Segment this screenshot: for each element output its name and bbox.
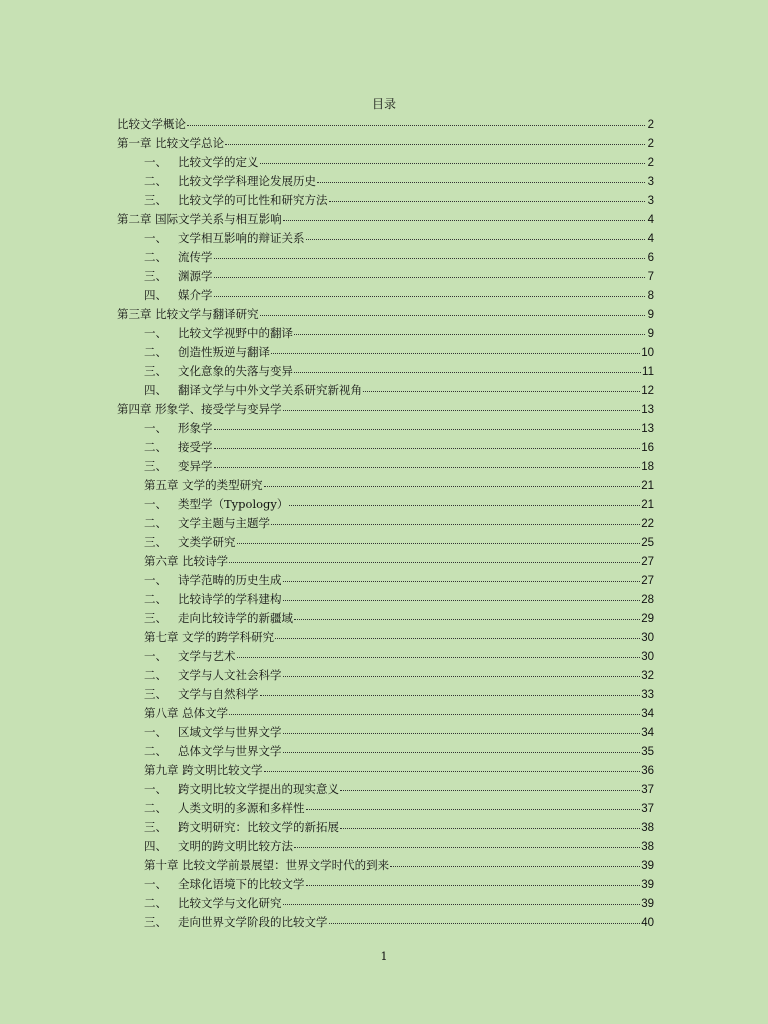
toc-entry[interactable] bbox=[117, 267, 654, 286]
dot-leader bbox=[237, 542, 641, 544]
toc-entry[interactable] bbox=[117, 286, 654, 305]
dot-leader bbox=[340, 827, 640, 829]
toc-entry[interactable] bbox=[117, 571, 654, 590]
toc-entry-title: 第三章 比较文学与翻译研究 bbox=[117, 306, 259, 321]
toc-entry-number: 二、 bbox=[144, 249, 167, 264]
toc-entry-title: 文学相互影响的辩证关系 bbox=[178, 230, 305, 245]
toc-entry-title: 渊源学 bbox=[178, 268, 213, 283]
toc-entry[interactable] bbox=[117, 191, 654, 210]
dot-leader bbox=[264, 770, 641, 772]
toc-entry-page: 40 bbox=[641, 917, 654, 930]
toc-entry[interactable] bbox=[117, 229, 654, 248]
toc-entry-number: 一、 bbox=[144, 572, 167, 587]
toc-entry-page: 38 bbox=[641, 822, 654, 835]
toc-entry-number: 四、 bbox=[144, 287, 167, 302]
toc-entry-title: 文学与人文社会科学 bbox=[178, 667, 282, 682]
toc-entry-page: 30 bbox=[641, 650, 654, 663]
dot-leader bbox=[214, 295, 646, 297]
dot-leader bbox=[275, 637, 640, 639]
toc-entry-title: 变异学 bbox=[178, 458, 213, 473]
toc-entry[interactable] bbox=[117, 780, 654, 799]
dot-leader bbox=[329, 922, 641, 924]
toc-entry[interactable] bbox=[117, 305, 654, 324]
toc-entry-number: 一、 bbox=[144, 420, 167, 435]
toc-entry-title: 比较文学学科理论发展历史 bbox=[178, 173, 316, 188]
dot-leader bbox=[306, 884, 641, 886]
toc-entry[interactable] bbox=[117, 343, 654, 362]
toc-entry-title: 文类学研究 bbox=[178, 534, 236, 549]
toc-entry-title: 创造性叛逆与翻译 bbox=[178, 344, 270, 359]
toc-entry[interactable] bbox=[117, 134, 654, 153]
toc-entry-number: 三、 bbox=[144, 458, 167, 473]
dot-leader bbox=[340, 789, 640, 791]
toc-entry[interactable] bbox=[117, 666, 654, 685]
toc-entry-number: 三、 bbox=[144, 820, 167, 835]
dot-leader bbox=[229, 561, 640, 563]
dot-leader bbox=[260, 314, 645, 316]
toc-entry-number: 一、 bbox=[144, 877, 167, 892]
toc-entry-title: 比较文学与文化研究 bbox=[178, 896, 282, 911]
dot-leader bbox=[289, 504, 640, 506]
toc-entry[interactable] bbox=[117, 837, 654, 856]
toc-entry-number: 一、 bbox=[144, 648, 167, 663]
toc-entry-page: 21 bbox=[641, 479, 654, 492]
toc-entry-page: 30 bbox=[641, 631, 654, 644]
toc-entry[interactable] bbox=[117, 381, 654, 400]
toc-entry-number: 二、 bbox=[144, 801, 167, 816]
toc-entry[interactable] bbox=[117, 476, 654, 495]
toc-entry[interactable] bbox=[117, 799, 654, 818]
toc-entry-page: 25 bbox=[641, 536, 654, 549]
toc-entry-title: 第七章 文学的跨学科研究 bbox=[144, 629, 275, 644]
toc-entry-title: 第二章 国际文学关系与相互影响 bbox=[117, 211, 282, 226]
toc-entry-page: 28 bbox=[641, 593, 654, 606]
toc-entry-title: 第四章 形象学、接受学与变异学 bbox=[117, 401, 282, 416]
toc-entry-page: 2 bbox=[647, 156, 654, 169]
toc-entry-title: 第九章 跨文明比较文学 bbox=[144, 763, 263, 778]
toc-entry-title: 第六章 比较诗学 bbox=[144, 553, 229, 568]
toc-entry-title: 比较文学的可比性和研究方法 bbox=[178, 192, 328, 207]
toc-entry-title: 比较文学概论 bbox=[117, 116, 186, 131]
toc-entry-number: 二、 bbox=[144, 896, 167, 911]
toc-entry[interactable] bbox=[117, 495, 654, 514]
toc-entry-page: 6 bbox=[647, 251, 654, 264]
dot-leader bbox=[271, 523, 640, 525]
dot-leader bbox=[283, 580, 641, 582]
toc-entry[interactable] bbox=[117, 248, 654, 267]
toc-entry[interactable] bbox=[117, 400, 654, 419]
dot-leader bbox=[283, 219, 645, 221]
dot-leader bbox=[283, 599, 641, 601]
toc-entry[interactable] bbox=[117, 210, 654, 229]
toc-entry[interactable] bbox=[117, 457, 654, 476]
dot-leader bbox=[294, 846, 640, 848]
dot-leader bbox=[271, 352, 640, 354]
toc-entry-number: 三、 bbox=[144, 534, 167, 549]
toc-entry-page: 13 bbox=[641, 422, 654, 435]
toc-entry-title: 文学与艺术 bbox=[178, 648, 236, 663]
toc-entry-title: 第五章 文学的类型研究 bbox=[144, 477, 263, 492]
toc-entry-title: 比较诗学的学科建构 bbox=[178, 591, 282, 606]
toc-entry-title: 文学主题与主题学 bbox=[178, 515, 270, 530]
dot-leader bbox=[225, 143, 645, 145]
toc-entry-title: 接受学 bbox=[178, 439, 213, 454]
toc-entry-number: 四、 bbox=[144, 839, 167, 854]
toc-entry-title: 诗学范畴的历史生成 bbox=[178, 572, 282, 587]
toc-entry[interactable] bbox=[117, 894, 654, 913]
toc-entry-title: 文学与自然科学 bbox=[178, 686, 259, 701]
toc-entry[interactable] bbox=[117, 913, 654, 932]
toc-entry-number: 二、 bbox=[144, 515, 167, 530]
toc-entry-title: 形象学 bbox=[178, 420, 213, 435]
toc-entry-title: 总体文学与世界文学 bbox=[178, 744, 282, 759]
toc-entry-title: 跨文明比较文学提出的现实意义 bbox=[178, 782, 339, 797]
toc-entry-page: 13 bbox=[641, 403, 654, 416]
toc-entry-page: 37 bbox=[641, 784, 654, 797]
toc-entry-title: 走向世界文学阶段的比较文学 bbox=[178, 915, 328, 930]
dot-leader bbox=[214, 257, 646, 259]
toc-entry-page: 4 bbox=[647, 213, 654, 226]
toc-entry-page: 4 bbox=[647, 232, 654, 245]
toc-entry[interactable] bbox=[117, 647, 654, 666]
toc-entry-page: 2 bbox=[647, 118, 654, 131]
toc-entry-page: 8 bbox=[647, 289, 654, 302]
toc-entry-page: 10 bbox=[641, 346, 654, 359]
toc-entry[interactable] bbox=[117, 704, 654, 723]
toc-entry-page: 37 bbox=[641, 803, 654, 816]
toc-entry[interactable] bbox=[117, 856, 654, 875]
toc-entry-page: 29 bbox=[641, 612, 654, 625]
toc-entry-page: 11 bbox=[642, 365, 654, 378]
dot-leader bbox=[306, 238, 646, 240]
toc-entry-title: 第八章 总体文学 bbox=[144, 705, 229, 720]
toc-entry-title: 文化意象的失落与变异 bbox=[178, 363, 293, 378]
dot-leader bbox=[283, 751, 641, 753]
toc-entry-page: 35 bbox=[641, 746, 654, 759]
dot-leader bbox=[260, 162, 646, 164]
toc-title: 目录 bbox=[371, 97, 396, 111]
toc-entry-number: 二、 bbox=[144, 667, 167, 682]
toc-entry-page: 9 bbox=[647, 308, 654, 321]
toc-entry-page: 32 bbox=[641, 669, 654, 682]
toc-entry-number: 一、 bbox=[144, 725, 167, 739]
dot-leader bbox=[317, 181, 645, 183]
toc-entry-number: 一、 bbox=[144, 782, 167, 797]
toc-entry[interactable] bbox=[117, 723, 654, 742]
dot-leader bbox=[363, 390, 640, 392]
dot-leader bbox=[229, 713, 640, 715]
toc-entry-page: 27 bbox=[641, 555, 654, 568]
dot-leader bbox=[294, 333, 645, 335]
toc-entry-page: 36 bbox=[641, 765, 654, 778]
toc-entry[interactable] bbox=[117, 552, 654, 571]
dot-leader bbox=[294, 618, 640, 620]
toc-entry-page: 16 bbox=[641, 441, 654, 454]
toc-entry[interactable] bbox=[117, 875, 654, 894]
toc-entry-page: 34 bbox=[641, 727, 654, 739]
dot-leader bbox=[283, 675, 641, 677]
toc-entry-title: 第十章 比较文学前景展望：世界文学时代的到来 bbox=[144, 858, 390, 873]
toc-entry[interactable] bbox=[117, 153, 654, 172]
toc-entry[interactable] bbox=[117, 628, 654, 647]
dot-leader bbox=[214, 447, 641, 449]
toc-entry-number: 三、 bbox=[144, 610, 167, 625]
toc-entry-page: 2 bbox=[647, 137, 654, 150]
dot-leader bbox=[329, 200, 646, 202]
dot-leader bbox=[187, 124, 645, 126]
toc-entry-page: 39 bbox=[641, 860, 654, 873]
dot-leader bbox=[283, 903, 641, 905]
toc-entry-page: 21 bbox=[641, 498, 654, 511]
toc-entry-number: 三、 bbox=[144, 363, 167, 378]
toc-entry[interactable] bbox=[117, 590, 654, 609]
toc-entry-title: 第一章 比较文学总论 bbox=[117, 135, 225, 150]
toc-entry-title: 走向比较诗学的新疆域 bbox=[178, 610, 293, 625]
toc-entry-page: 39 bbox=[641, 898, 654, 911]
dot-leader bbox=[237, 656, 641, 658]
dot-leader bbox=[306, 808, 641, 810]
toc-entry-number: 二、 bbox=[144, 439, 167, 454]
toc-entry-title: 文明的跨文明比较方法 bbox=[178, 839, 293, 854]
toc-entry[interactable] bbox=[117, 742, 654, 761]
toc-entry-page: 7 bbox=[647, 270, 654, 283]
table-of-contents bbox=[117, 115, 654, 933]
toc-entry-number: 一、 bbox=[144, 325, 167, 340]
toc-entry-title: 类型学（Typology） bbox=[178, 496, 289, 511]
toc-entry-title: 媒介学 bbox=[178, 287, 213, 302]
toc-entry-page: 9 bbox=[647, 327, 654, 340]
toc-entry[interactable] bbox=[117, 362, 654, 381]
toc-entry-title: 翻译文学与中外文学关系研究新视角 bbox=[178, 382, 362, 397]
toc-entry[interactable] bbox=[117, 761, 654, 780]
toc-entry[interactable] bbox=[117, 818, 654, 837]
dot-leader bbox=[294, 371, 641, 373]
toc-entry-page: 12 bbox=[641, 384, 654, 397]
toc-entry[interactable] bbox=[117, 419, 654, 438]
toc-entry-number: 三、 bbox=[144, 192, 167, 207]
toc-entry-page: 33 bbox=[641, 688, 654, 701]
toc-entry-number: 一、 bbox=[144, 230, 167, 245]
toc-entry-title: 跨文明研究：比较文学的新拓展 bbox=[178, 820, 339, 835]
toc-entry-number: 二、 bbox=[144, 591, 167, 606]
toc-entry[interactable] bbox=[117, 609, 654, 628]
toc-entry-number: 三、 bbox=[144, 268, 167, 283]
toc-entry-number: 二、 bbox=[144, 173, 167, 188]
dot-leader bbox=[214, 428, 641, 430]
toc-entry-page: 3 bbox=[647, 194, 654, 207]
toc-entry-page: 22 bbox=[641, 517, 654, 530]
dot-leader bbox=[390, 865, 640, 867]
toc-entry-page: 18 bbox=[641, 460, 654, 473]
toc-entry[interactable] bbox=[117, 324, 654, 343]
page-number: 1 bbox=[380, 950, 388, 963]
toc-entry-number: 二、 bbox=[144, 344, 167, 359]
toc-entry[interactable] bbox=[117, 685, 654, 704]
toc-entry-title: 区域文学与世界文学 bbox=[178, 725, 282, 739]
toc-entry-page: 34 bbox=[641, 707, 654, 720]
toc-entry-page: 27 bbox=[641, 574, 654, 587]
toc-entry-page: 39 bbox=[641, 879, 654, 892]
toc-entry-number: 四、 bbox=[144, 382, 167, 397]
toc-entry-title: 全球化语境下的比较文学 bbox=[178, 877, 305, 892]
dot-leader bbox=[214, 276, 646, 278]
toc-entry[interactable] bbox=[117, 172, 654, 191]
toc-entry-title: 比较文学视野中的翻译 bbox=[178, 325, 293, 340]
toc-entry[interactable] bbox=[117, 514, 654, 533]
toc-entry-number: 二、 bbox=[144, 744, 167, 759]
dot-leader bbox=[214, 466, 641, 468]
toc-entry-number: 三、 bbox=[144, 686, 167, 701]
toc-entry-page: 3 bbox=[647, 175, 654, 188]
toc-entry-number: 三、 bbox=[144, 915, 167, 930]
toc-entry-number: 一、 bbox=[144, 496, 167, 511]
dot-leader bbox=[264, 485, 641, 487]
dot-leader bbox=[283, 409, 641, 411]
toc-entry-title: 流传学 bbox=[178, 249, 213, 264]
dot-leader bbox=[260, 694, 641, 696]
toc-entry-title: 比较文学的定义 bbox=[178, 154, 259, 169]
toc-entry-title: 人类文明的多源和多样性 bbox=[178, 801, 305, 816]
toc-entry[interactable] bbox=[117, 533, 654, 552]
toc-entry[interactable] bbox=[117, 115, 654, 134]
toc-entry[interactable] bbox=[117, 438, 654, 457]
toc-entry-page: 38 bbox=[641, 841, 654, 854]
dot-leader bbox=[283, 732, 641, 734]
toc-entry-number: 一、 bbox=[144, 154, 167, 169]
